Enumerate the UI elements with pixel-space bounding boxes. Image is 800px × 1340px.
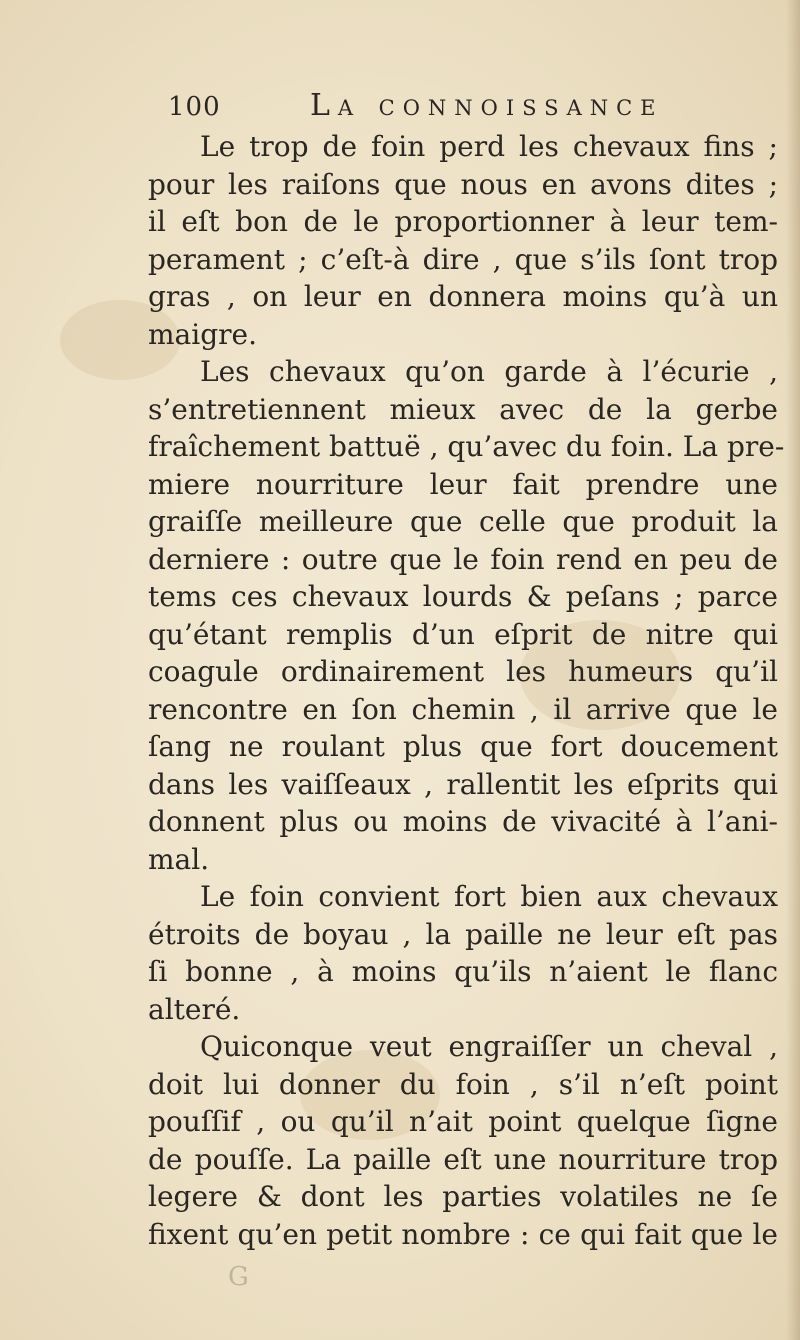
text-line: legere & dont les parties volatiles ne ſe (148, 1180, 778, 1213)
text-line: qu’étant remplis d’un eſprit de nitre qui (148, 617, 778, 651)
text-line: ſi bonne , à moins qu’ils n’aient le flanc (148, 955, 778, 988)
text-line: Le trop de foin perd les chevaux fins ; (200, 130, 778, 163)
text-line: il eſt bon de le proportionner à leur tem- (148, 205, 778, 238)
text-line: Le foin convient fort bien aux chevaux (200, 880, 778, 913)
text-line: ſang ne roulant plus que fort doucement (148, 730, 778, 763)
text-line: dans les vaiſſeaux , rallentit les eſprits qui (148, 767, 778, 801)
page-edge-shadow (786, 0, 800, 1340)
text-line: fraîchement battuë , qu’avec du foin. La pre- (148, 430, 785, 463)
text-line: doit lui donner du foin , s’il n’eſt point (148, 1067, 778, 1101)
text-line: maigre. (148, 317, 257, 351)
text-line: fixent qu’en petit nombre : ce qui fait que le (148, 1217, 778, 1251)
text-line: coagule ordinairement les humeurs qu’il (148, 655, 778, 688)
catchword: G (228, 1262, 249, 1292)
running-header (168, 86, 728, 126)
text-line: donnent plus ou moins de vivacité à l’ani- (148, 805, 778, 838)
text-line: tems ces chevaux lourds & peſans ; parce (148, 580, 778, 613)
text-line: gras , on leur en donnera moins qu’à un (148, 280, 778, 313)
page-number: 100 (168, 92, 221, 122)
text-line: pour les raiſons que nous en avons dites ; (148, 167, 778, 201)
text-line: de pouſſe. La paille eſt une nourriture trop (148, 1142, 778, 1176)
text-line: perament ; c’eſt-à dire , que s’ils ſont trop (148, 242, 778, 276)
text-line: miere nourriture leur fait prendre une (148, 467, 778, 501)
text-line: mal. (148, 842, 210, 876)
text-line: pouſſif , ou qu’il n’ait point quelque ſigne (148, 1105, 778, 1138)
text-line: Les chevaux qu’on garde à l’écurie , (200, 355, 778, 388)
text-line: graiſſe meilleure que celle que produit la (148, 505, 778, 538)
running-title: La connoissance (310, 88, 664, 123)
body-text (148, 128, 785, 1253)
text-line: Quiconque veut engraiſſer un cheval , (200, 1030, 778, 1063)
text-line: étroits de boyau , la paille ne leur eſt pas (148, 917, 778, 951)
text-line: rencontre en ſon chemin , il arrive que le (148, 692, 778, 726)
text-line: alteré. (148, 992, 241, 1026)
text-line: s’entretiennent mieux avec de la gerbe (148, 392, 778, 426)
text-line: derniere : outre que le foin rend en peu de (148, 542, 778, 576)
